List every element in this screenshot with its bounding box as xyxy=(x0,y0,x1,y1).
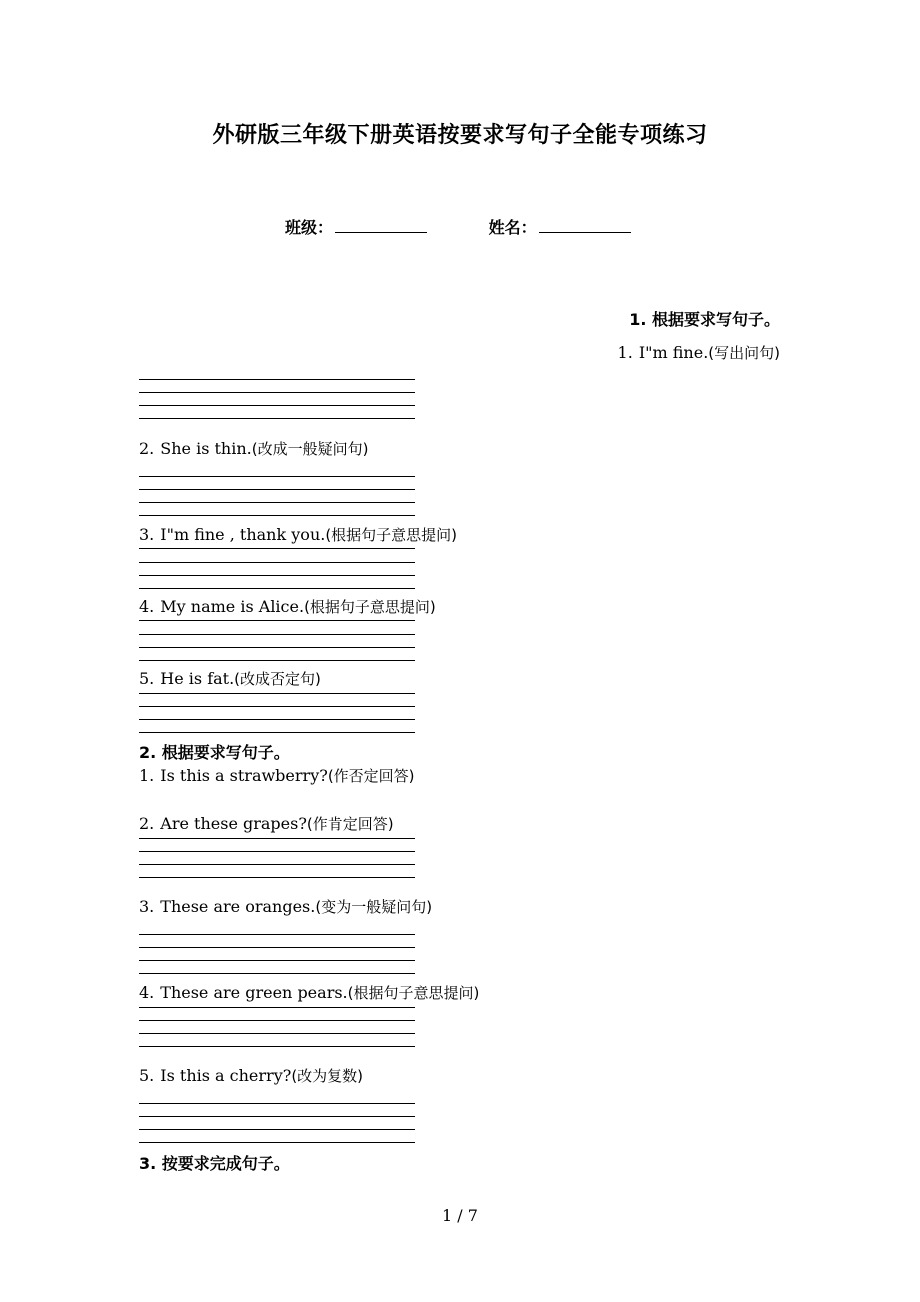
question-number: 1. xyxy=(139,766,155,785)
answer-line[interactable] xyxy=(139,934,415,935)
student-info-row xyxy=(285,215,631,238)
answer-line[interactable] xyxy=(139,732,415,733)
answer-line[interactable] xyxy=(139,706,415,707)
answer-line[interactable] xyxy=(139,575,415,576)
answer-line[interactable] xyxy=(139,1033,415,1034)
answer-line[interactable] xyxy=(139,660,415,661)
answer-line[interactable] xyxy=(139,379,415,380)
answer-line[interactable] xyxy=(139,392,415,393)
answer-line[interactable] xyxy=(139,947,415,948)
question-number: 3. xyxy=(139,525,155,544)
answer-line[interactable] xyxy=(139,502,415,503)
question-text: These are green pears. xyxy=(160,983,348,1002)
answer-line[interactable] xyxy=(139,864,415,865)
section2-heading: 2. 根据要求写句子。 xyxy=(139,743,290,762)
question-text: Is this a cherry? xyxy=(160,1066,292,1085)
answer-line[interactable] xyxy=(139,647,415,648)
answer-line[interactable] xyxy=(139,620,415,621)
s2-question-1 xyxy=(139,765,415,786)
question-text: I"m fine. xyxy=(638,343,709,362)
answer-line[interactable] xyxy=(139,1046,415,1047)
question-text: My name is Alice. xyxy=(160,597,305,616)
question-number: 5. xyxy=(139,669,155,688)
answer-line[interactable] xyxy=(139,1116,415,1117)
question-number: 1. xyxy=(617,343,633,362)
answer-line[interactable] xyxy=(139,960,415,961)
question-instruction: (作否定回答) xyxy=(327,767,415,785)
answer-line[interactable] xyxy=(139,973,415,974)
section1-heading: 1. 根据要求写句子。 xyxy=(629,310,780,329)
question-instruction: (改成一般疑问句) xyxy=(251,440,369,458)
answer-line[interactable] xyxy=(139,515,415,516)
name-label: 姓名： xyxy=(488,218,537,237)
question-instruction: (作肯定回答) xyxy=(306,815,394,833)
s1-question-4 xyxy=(139,596,436,617)
page-title: 外研版三年级下册英语按要求写句子全能专项练习 xyxy=(212,122,708,148)
page-number: 1 / 7 xyxy=(442,1206,478,1225)
question-number: 5. xyxy=(139,1066,155,1085)
question-number: 4. xyxy=(139,597,155,616)
question-number: 3. xyxy=(139,897,155,916)
s2-question-2 xyxy=(139,813,394,834)
question-instruction: (根据句子意思提问) xyxy=(347,984,480,1002)
answer-line[interactable] xyxy=(139,489,415,490)
name-field xyxy=(489,215,631,238)
s2-question-5 xyxy=(139,1065,363,1086)
s1-question-3 xyxy=(139,524,457,545)
class-label: 班级： xyxy=(285,218,334,237)
question-text: Are these grapes? xyxy=(160,814,307,833)
answer-line[interactable] xyxy=(139,1142,415,1143)
answer-line[interactable] xyxy=(139,634,415,635)
question-number: 2. xyxy=(139,439,155,458)
answer-line[interactable] xyxy=(139,851,415,852)
question-text: She is thin. xyxy=(160,439,252,458)
answer-line[interactable] xyxy=(139,838,415,839)
answer-line[interactable] xyxy=(139,476,415,477)
answer-line[interactable] xyxy=(139,1129,415,1130)
question-text: I"m fine , thank you. xyxy=(160,525,326,544)
question-instruction: (改为复数) xyxy=(291,1067,364,1085)
answer-line[interactable] xyxy=(139,588,415,589)
question-text: These are oranges. xyxy=(160,897,316,916)
name-blank[interactable] xyxy=(539,218,631,233)
answer-line[interactable] xyxy=(139,418,415,419)
s1-question-1 xyxy=(618,342,780,363)
s2-question-4 xyxy=(139,982,479,1003)
answer-line[interactable] xyxy=(139,1007,415,1008)
question-text: Is this a strawberry? xyxy=(160,766,328,785)
answer-line[interactable] xyxy=(139,1103,415,1104)
question-instruction: (根据句子意思提问) xyxy=(325,526,458,544)
class-blank[interactable] xyxy=(335,218,427,233)
s1-question-5 xyxy=(139,668,321,689)
question-number: 4. xyxy=(139,983,155,1002)
answer-line[interactable] xyxy=(139,719,415,720)
answer-line[interactable] xyxy=(139,693,415,694)
answer-line[interactable] xyxy=(139,562,415,563)
class-field xyxy=(285,215,427,238)
answer-line[interactable] xyxy=(139,877,415,878)
question-instruction: (改成否定句) xyxy=(234,670,321,688)
question-instruction: (变为一般疑问句) xyxy=(315,898,433,916)
s2-question-3 xyxy=(139,896,432,917)
question-text: He is fat. xyxy=(160,669,235,688)
answer-line[interactable] xyxy=(139,405,415,406)
question-instruction: (写出问句) xyxy=(708,344,780,362)
question-instruction: (根据句子意思提问) xyxy=(304,598,436,616)
section3-heading: 3. 按要求完成句子。 xyxy=(139,1154,290,1173)
answer-line[interactable] xyxy=(139,1020,415,1021)
question-number: 2. xyxy=(139,814,155,833)
s1-question-2 xyxy=(139,438,368,459)
answer-line[interactable] xyxy=(139,548,415,549)
